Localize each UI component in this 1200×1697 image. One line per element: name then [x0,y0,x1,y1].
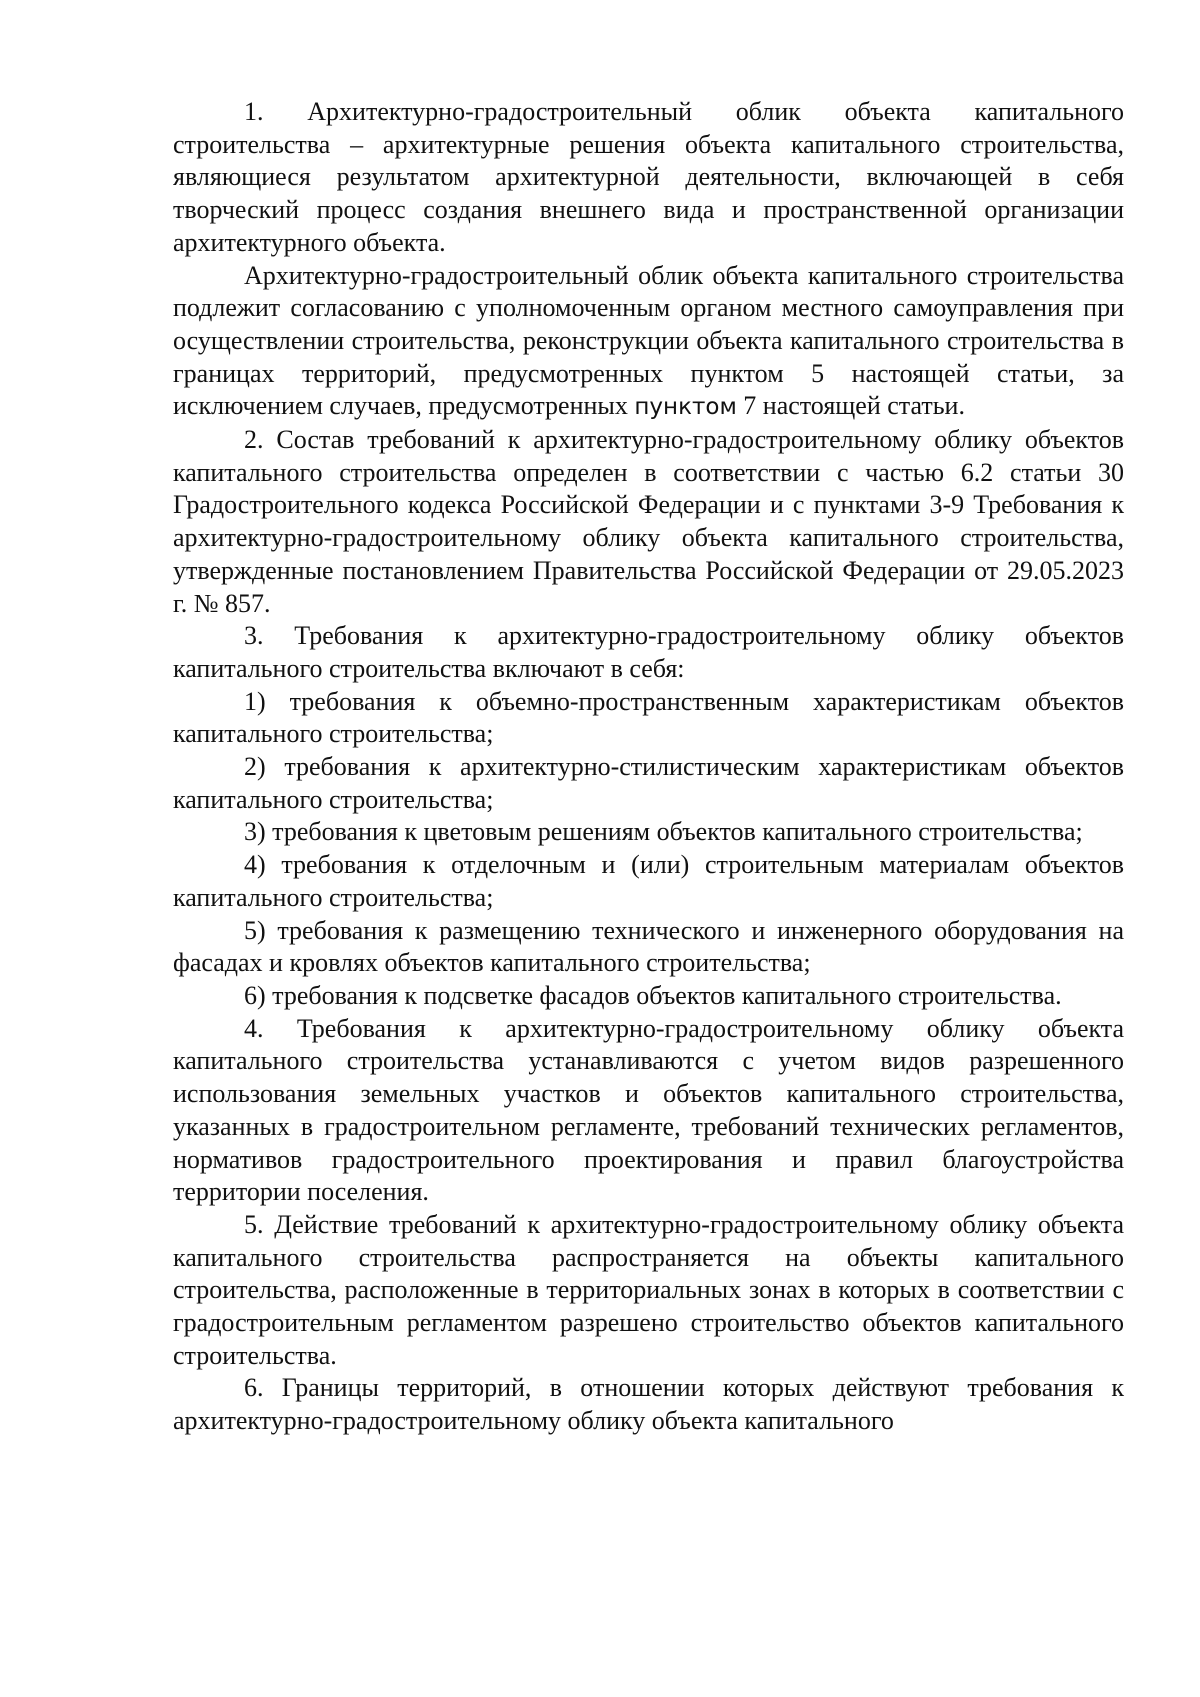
paragraph-5: 5. Действие требований к архитектурно-градостроительному облику объекта капитального строительства распространяется на объекты капитального строительства, расположенные в территориальных зонах в которых в соответствии с градостроительным регламентом разрешено строительство объектов капитального строительства. [173,1209,1124,1370]
paragraph-1-continuation-word: пунктом [634,394,737,421]
list-item-4: 4) требования к отделочным и (или) строительным материалам объектов капитального строительства; [173,850,1124,912]
paragraph-1-continuation-tail: 7 настоящей статьи. [736,391,965,421]
list-item-1: 1) требования к объемно-пространственным характеристикам объектов капитального строительства; [173,686,1124,749]
list-item-6: 6) требования к подсветке фасадов объектов капитального строительства. [244,980,1062,1010]
paragraph-1-continuation-text: Архитектурно-градостроительный облик объекта капитального строительства подлежит согласованию с уполномоченным органом местного самоуправления при осуществлении строительства, реконструкции объекта капитального строительства в границах территорий, предусмотренных пунктом 5 настоящей статьи, за исключением случаев, предусмотренных [173,260,1124,421]
paragraph-1: 1. Архитектурно-градостроительный облик объекта капитального строительства – архитектурные решения объекта капитального строительства, являющиеся результатом архитектурной деятельности, включающей в себя творческий процесс создания внешнего вида и пространственной организации архитектурного объекта. [173,97,1124,257]
paragraph-1-continuation [173,260,1124,425]
list-item-5: 5) требования к размещению технического и инженерного оборудования на фасадах и кровлях объектов капитального строительства; [173,915,1124,978]
list-item-3: 3) требования к цветовым решениям объектов капитального строительства; [244,817,1083,847]
list-item-2: 2) требования к архитектурно-стилистическим характеристикам объектов капитального строительства; [173,752,1124,814]
paragraph-2: 2. Состав требований к архитектурно-градостроительному облику объектов капитального строительства определен в соответствии с частью 6.2 статьи 30 Градостроительного кодекса Российской Федерации и с пунктами 3-9 Требования к архитектурно-градостроительному облику объекта капитального строительства, утвержденные постановлением Правительства Российской Федерации от 29.05.2023 г. № 857. [173,425,1124,618]
paragraph-4: 4. Требования к архитектурно-градостроительному облику объекта капитального строительства устанавливаются с учетом видов разрешенного использования земельных участков и объектов капитального строительства, указанных в градостроительном регламенте, требований технических регламентов, нормативов градостроительного проектирования и правил благоустройства территории поселения. [173,1013,1124,1207]
paragraph-6: 6. Границы территорий, в отношении которых действуют требования к архитектурно-градостроительному облику объекта капитального [173,1373,1124,1436]
document-page [173,96,1124,1438]
paragraph-3: 3. Требования к архитектурно-градостроительному облику объектов капитального строительства включают в себя: [173,621,1124,683]
